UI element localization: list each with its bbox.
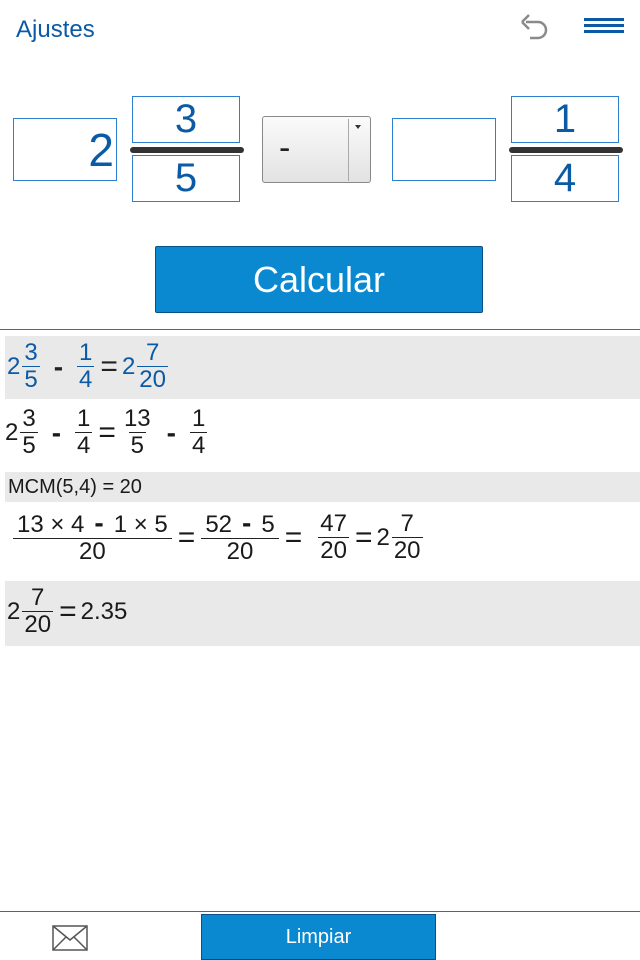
decimal-value: 2.35 [80,597,128,625]
numerator-right: 5 [261,511,275,538]
second-fraction-bar [509,147,623,153]
equals: = [284,520,303,554]
numerator: 1 [77,405,91,432]
equals: = [98,415,116,449]
operator-value: - [279,129,291,167]
numerator: 3 [24,339,38,366]
denominator: 4 [77,432,91,459]
step-convert-row [5,402,640,468]
numerator: 1 [79,339,93,366]
first-fraction-bar [130,147,244,153]
menu-icon[interactable] [584,18,624,34]
operator: - [166,416,176,448]
operator: - [94,507,104,538]
numerator-left: 52 [205,511,233,538]
settings-link[interactable]: Ajustes [16,16,95,43]
numerator-right: 1 × 5 [113,511,168,538]
numerator: 7 [31,584,45,611]
decimal-row [5,581,640,646]
denominator: 5 [130,432,144,459]
numerator: 47 [320,510,347,537]
numerator: 3 [22,405,36,432]
divider [0,329,640,330]
numerator: 1 [191,405,206,432]
second-whole-input[interactable] [392,118,496,181]
step-common-row [5,504,640,578]
operator: - [51,416,62,448]
first-denominator-input[interactable]: 5 [132,155,240,202]
numerator: 7 [145,339,160,366]
clear-button[interactable]: Limpiar [201,914,436,960]
whole: 2 [376,523,390,551]
denominator: 5 [22,432,36,459]
lcm-text: MCM(5,4) = 20 [8,476,142,498]
denominator: 20 [13,538,172,565]
operator: - [242,507,252,538]
operator-select[interactable] [262,116,371,183]
second-denominator-input[interactable]: 4 [511,155,619,202]
mail-icon[interactable] [52,925,88,951]
equals: = [59,594,77,628]
select-separator [348,119,349,181]
equals: = [177,520,196,554]
whole: 2 [7,597,21,625]
numerator-left: 13 × 4 [17,511,85,538]
first-numerator-input[interactable]: 3 [132,96,240,143]
calculate-button[interactable]: Calcular [155,246,483,313]
equals: = [354,520,373,554]
equals: = [100,349,118,383]
denominator: 20 [320,537,347,564]
denominator: 20 [139,366,166,393]
whole: 2 [5,418,19,446]
denominator: 20 [201,538,278,565]
denominator: 4 [79,366,93,393]
whole: 2 [7,352,21,380]
result-summary-row [5,336,640,399]
denominator: 5 [24,366,38,393]
numerator: 7 [400,510,414,537]
dropdown-arrow-icon [355,125,361,129]
first-whole-input[interactable]: 2 [13,118,117,181]
operator: - [53,350,64,382]
undo-icon[interactable] [518,12,552,42]
denominator: 4 [191,432,206,459]
lcm-row [5,472,640,502]
denominator: 20 [393,537,421,564]
numerator: 13 [123,405,151,432]
whole: 2 [121,352,136,380]
second-numerator-input[interactable]: 1 [511,96,619,143]
footer-divider [0,911,640,912]
denominator: 20 [24,611,52,638]
